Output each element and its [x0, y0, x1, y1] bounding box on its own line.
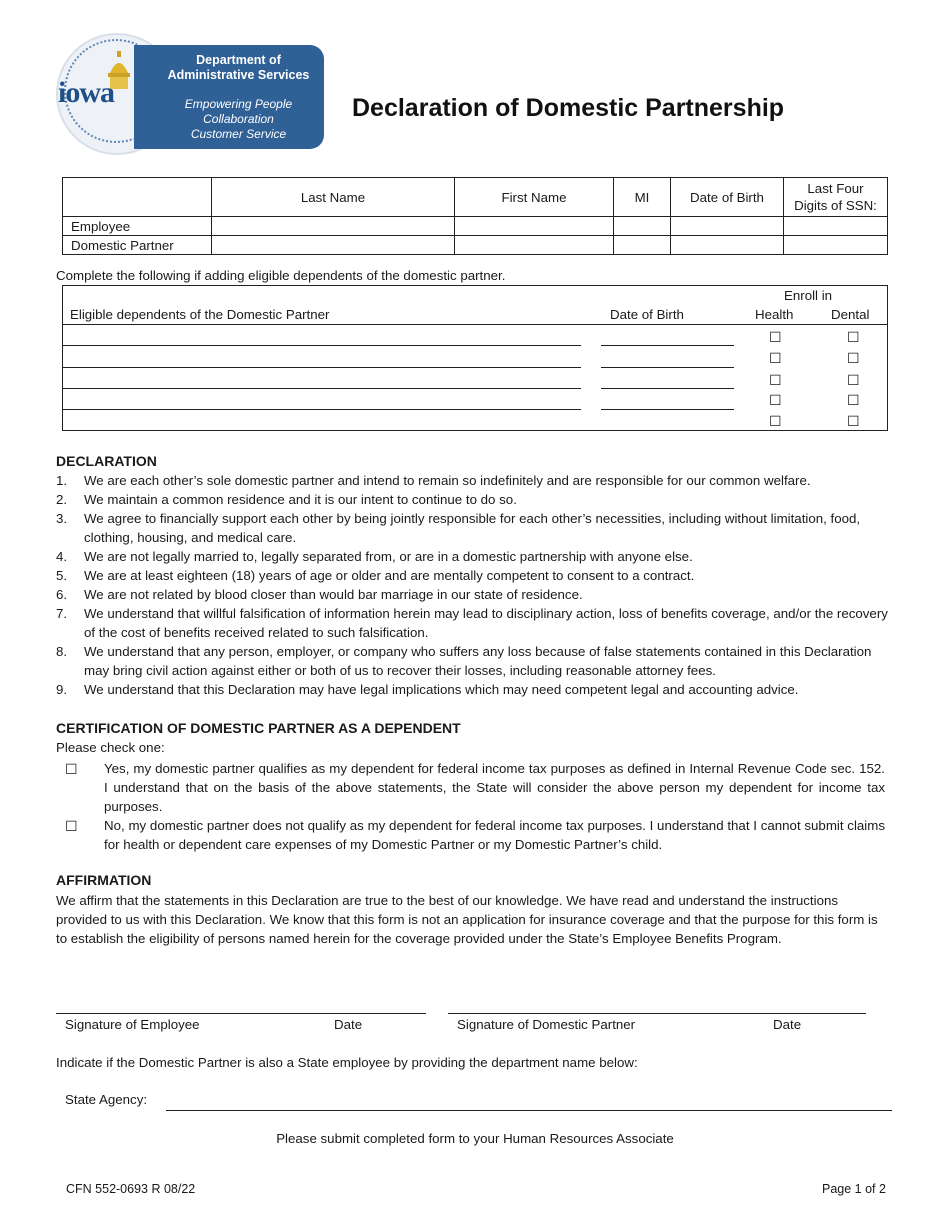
- health-checkbox-3[interactable]: ☐: [769, 372, 782, 388]
- logo-dept-line2: Administrative Services: [167, 68, 310, 82]
- logo-iowa-wordmark: iowa: [58, 76, 114, 109]
- item-number: 3.: [56, 511, 68, 526]
- item-number: 6.: [56, 587, 68, 602]
- logo-tag-line1: Empowering People: [184, 97, 293, 111]
- item-number: 9.: [56, 682, 68, 697]
- dependent-name-line-1[interactable]: [63, 345, 581, 346]
- partner-date-label: Date: [773, 1017, 802, 1032]
- employee-mi-field[interactable]: [614, 217, 671, 236]
- dependent-dob-line-2[interactable]: [601, 367, 734, 368]
- header-dob: Date of Birth: [671, 178, 784, 217]
- item-text: We understand that any person, employer, or company who suffers any loss because of false statements contained in this Declaration may bring civil action against either or both of us to recover their losses, including reasonable attorney fees.: [84, 644, 872, 678]
- submit-note: Please submit completed form to your Human Resources Associate: [276, 1131, 674, 1146]
- list-item: [56, 490, 898, 509]
- employee-first-name-field[interactable]: [455, 217, 614, 236]
- health-checkbox-5[interactable]: ☐: [769, 413, 782, 429]
- header-ssn: [784, 178, 888, 217]
- page-number: Page 1 of 2: [822, 1182, 886, 1196]
- employee-ssn-field[interactable]: [784, 217, 888, 236]
- header-ssn-line2: Digits of SSN:: [794, 198, 877, 213]
- item-text: We maintain a common residence and it is our intent to continue to do so.: [84, 492, 517, 507]
- employee-date-label: Date: [334, 1017, 363, 1032]
- form-number: CFN 552-0693 R 08/22: [66, 1182, 196, 1196]
- certification-heading: CERTIFICATION OF DOMESTIC PARTNER AS A DEPENDENT: [56, 720, 461, 736]
- list-item: [56, 471, 898, 490]
- employee-last-name-field[interactable]: [212, 217, 455, 236]
- list-item: [56, 547, 898, 566]
- dependents-name-header: Eligible dependents of the Domestic Partner: [70, 307, 330, 322]
- dental-checkbox-1[interactable]: ☐: [847, 329, 860, 345]
- item-text: We understand that this Declaration may have legal implications which may need competent legal and accounting advice.: [84, 682, 799, 697]
- dependent-no-checkbox[interactable]: ☐: [65, 818, 78, 834]
- dependent-name-line-4[interactable]: [63, 409, 581, 410]
- logo-tag-line2: Collaboration: [203, 112, 274, 126]
- employee-signature-line[interactable]: [56, 1013, 426, 1014]
- dependent-name-line-3[interactable]: [63, 388, 581, 389]
- dental-checkbox-4[interactable]: ☐: [847, 392, 860, 408]
- item-number: 4.: [56, 549, 68, 564]
- list-item: [56, 604, 898, 642]
- dependent-yes-text: Yes, my domestic partner qualifies as my dependent for federal income tax purposes as defined in Internal Revenue Code sec. 152. I understand that on the basis of the above statements, the State will consider the above person my dependent for income tax purposes.: [104, 761, 885, 814]
- logo-dept-line1: Department of: [196, 53, 281, 67]
- dependents-header-divider: [63, 324, 887, 325]
- dependents-intro: Complete the following if adding eligible dependents of the domestic partner.: [56, 268, 506, 283]
- item-number: 1.: [56, 473, 68, 488]
- dental-checkbox-3[interactable]: ☐: [847, 372, 860, 388]
- state-agency-input-line[interactable]: [166, 1110, 892, 1111]
- item-number: 8.: [56, 644, 68, 659]
- page-title: Declaration of Domestic Partnership: [352, 94, 785, 122]
- partner-signature-label: Signature of Domestic Partner: [457, 1017, 636, 1032]
- list-item: [56, 566, 898, 585]
- dependent-no-text: No, my domestic partner does not qualify as my dependent for federal income tax purposes. I understand that I cannot submit claims for health or dependent care expenses of my Domestic Partner or my Domestic Partner’s child.: [104, 818, 885, 852]
- item-text: We are not related by blood closer than would bar marriage in our state of residence.: [84, 587, 583, 602]
- partner-ssn-field[interactable]: [784, 236, 888, 255]
- item-text: We understand that willful falsification of information herein may lead to disciplinary action, loss of benefits coverage, and/or the recovery of the cost of benefits received related to such falsification.: [84, 606, 888, 640]
- header-ssn-line1: Last Four: [807, 181, 864, 196]
- table-row: [63, 217, 888, 236]
- department-logo: [56, 33, 326, 151]
- item-number: 7.: [56, 606, 68, 621]
- logo-tagline: [156, 97, 321, 142]
- logo-tag-line3: Customer Service: [190, 127, 287, 141]
- list-item: [56, 509, 898, 547]
- list-item: [56, 680, 898, 699]
- partner-first-name-field[interactable]: [455, 236, 614, 255]
- header-first-name: First Name: [455, 178, 614, 217]
- dependents-dental-header: Dental: [831, 307, 870, 322]
- list-item: [56, 585, 898, 604]
- partner-dob-field[interactable]: [671, 236, 784, 255]
- item-number: 2.: [56, 492, 68, 507]
- dependent-yes-checkbox[interactable]: ☐: [65, 761, 78, 777]
- affirmation-heading: AFFIRMATION: [56, 872, 152, 888]
- header-mi: MI: [614, 178, 671, 217]
- dental-checkbox-2[interactable]: ☐: [847, 350, 860, 366]
- dependent-name-line-2[interactable]: [63, 367, 581, 368]
- health-checkbox-1[interactable]: ☐: [769, 329, 782, 345]
- health-checkbox-2[interactable]: ☐: [769, 350, 782, 366]
- partner-mi-field[interactable]: [614, 236, 671, 255]
- partner-signature-line[interactable]: [448, 1013, 866, 1014]
- employee-signature-label: Signature of Employee: [65, 1017, 200, 1032]
- state-agency-label: State Agency:: [65, 1092, 148, 1107]
- logo-department-name: [156, 53, 321, 83]
- dental-checkbox-5[interactable]: ☐: [847, 413, 860, 429]
- declaration-list: [56, 471, 898, 699]
- dependent-dob-line-1[interactable]: [601, 345, 734, 346]
- employee-dob-field[interactable]: [671, 217, 784, 236]
- partner-info-table: [62, 177, 888, 255]
- item-text: We are at least eighteen (18) years of age or older and are mentally competent to consent to a contract.: [84, 568, 695, 583]
- dependents-box: [62, 285, 888, 431]
- affirmation-text: We affirm that the statements in this Declaration are true to the best of our knowledge. We have read and understand the instructions provided to us with this Declaration. We know that this form is not an application for insurance coverage and that the purpose for this form is to establish the eligibility of persons named herein for the coverage provided under the State’s Employee Benefits Program.: [56, 893, 878, 946]
- partner-last-name-field[interactable]: [212, 236, 455, 255]
- row-label-employee: Employee: [63, 217, 212, 236]
- state-employee-prompt: Indicate if the Domestic Partner is also a State employee by providing the department name below:: [56, 1055, 638, 1070]
- item-text: We are each other’s sole domestic partner and intend to remain so indefinitely and are responsible for our common welfare.: [84, 473, 811, 488]
- list-item: [56, 642, 898, 680]
- item-text: We agree to financially support each other by being jointly responsible for each other’s necessities, including without limitation, food, clothing, housing, and medical care.: [84, 511, 861, 545]
- dependents-enroll-header: Enroll in: [784, 288, 833, 303]
- dependent-dob-line-3[interactable]: [601, 388, 734, 389]
- item-number: 5.: [56, 568, 68, 583]
- dependent-dob-line-4[interactable]: [601, 409, 734, 410]
- dependents-health-header: Health: [755, 307, 794, 322]
- health-checkbox-4[interactable]: ☐: [769, 392, 782, 408]
- dependents-dob-header: Date of Birth: [610, 307, 684, 322]
- table-row: [63, 236, 888, 255]
- row-label-partner: Domestic Partner: [63, 236, 212, 255]
- header-blank: [63, 178, 212, 217]
- certification-prompt: Please check one:: [56, 740, 165, 755]
- header-last-name: Last Name: [212, 178, 455, 217]
- item-text: We are not legally married to, legally separated from, or are in a domestic partnership with anyone else.: [84, 549, 693, 564]
- declaration-heading: DECLARATION: [56, 453, 157, 469]
